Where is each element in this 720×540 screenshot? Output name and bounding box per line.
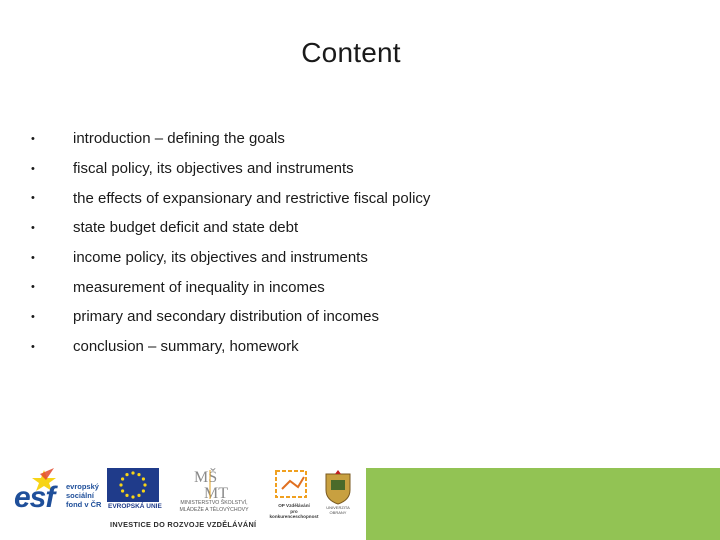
svg-text:MT: MT [204,485,228,501]
op-logo-icon [272,467,312,503]
msmt-label [174,500,254,513]
bullet-item [28,272,688,302]
bullet-marker: • [31,251,35,264]
bullet-marker: • [31,340,35,353]
esf-line-1: evropský [66,482,99,491]
op-label [266,503,322,520]
university-line-2: OBRANY [329,510,347,515]
bullet-item [28,243,688,273]
bullet-marker: • [31,281,35,294]
svg-text:MŠ: MŠ [194,469,218,486]
bullet-text: primary and secondary distribution of incomes [73,308,379,326]
eu-label: EVROPSKÁ UNIE [108,503,162,510]
bullet-text: the effects of expansionary and restrictive fiscal policy [73,189,431,207]
footer-slogan: INVESTICE DO ROZVOJE VZDĚLÁVÁNÍ [110,520,257,529]
university-crest-icon [322,468,354,506]
bullet-item [28,124,688,154]
esf-line-2: sociální [66,491,94,500]
content-bullet-list [28,124,688,362]
bullet-item [28,332,688,362]
bullet-marker: • [31,162,35,175]
bullet-item [28,213,688,243]
bullet-item [28,154,688,184]
bullet-marker: • [31,310,35,323]
esf-logo-mark: esf [14,481,55,514]
esf-line-3: fond v ČR [66,500,102,509]
footer-green-panel [366,468,720,540]
bullet-item [28,183,688,213]
msmt-line-1: MINISTERSTVO ŠKOLSTVÍ, [180,500,248,506]
bullet-marker: • [31,192,35,205]
bullet-marker: • [31,221,35,234]
op-line-2: pro konkurenceschopnost [269,508,319,519]
university-label [320,505,356,515]
op-line-1: OP Vzdělávání [278,503,310,508]
bullet-text: fiscal policy, its objectives and instruments [73,160,354,178]
slide-title: Content [301,37,401,68]
bullet-marker: • [31,132,35,145]
bullet-text: measurement of inequality in incomes [73,278,325,296]
bullet-text: conclusion – summary, homework [73,338,299,356]
university-line-1: UNIVERZITA [326,505,350,510]
msmt-line-2: MLÁDEŽE A TĚLOVÝCHOVY [179,506,249,513]
bullet-text: state budget deficit and state debt [73,219,299,237]
msmt-logo-icon [188,467,236,501]
esf-logo-text [66,482,101,509]
bullet-text: introduction – defining the goals [73,130,285,148]
bullet-item [28,302,688,332]
eu-flag-icon [107,468,159,502]
bullet-text: income policy, its objectives and instruments [73,249,368,267]
